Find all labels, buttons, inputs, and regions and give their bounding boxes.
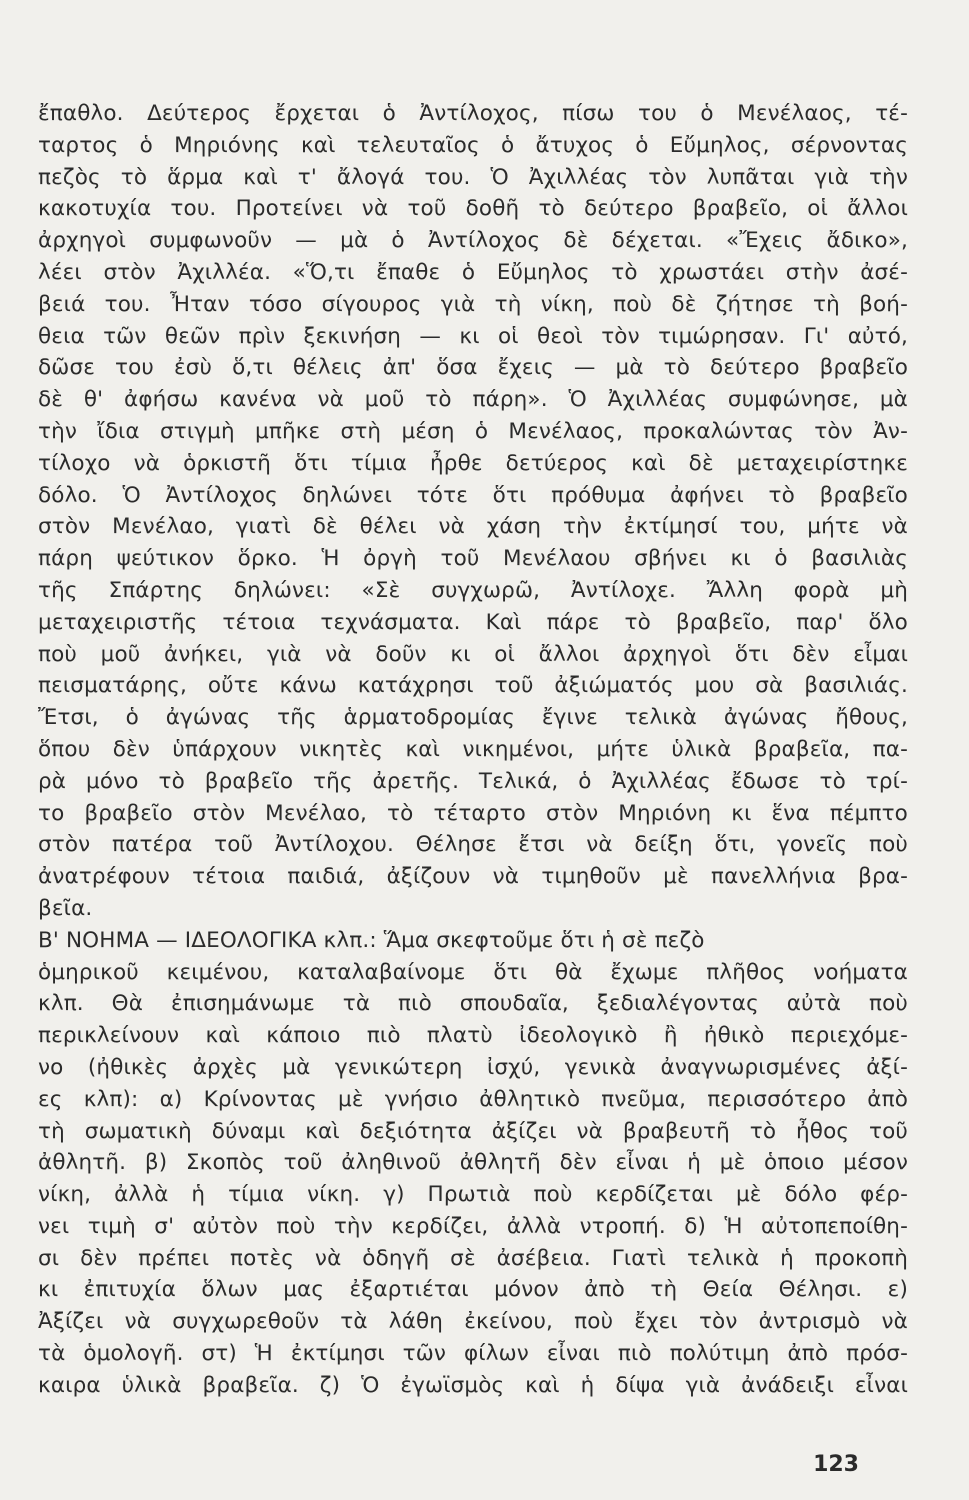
- text-line: τῆς Σπάρτης δηλώνει: «Σὲ συγχωρῶ, Ἀντίλοχε. Ἄλλη φορὰ μὴ: [38, 577, 908, 603]
- text-line: στὸν πατέρα τοῦ Ἀντίλοχου. Θέλησε ἔτσι νὰ δείξη ὅτι, γονεῖς ποὺ: [38, 832, 908, 858]
- text-line: βεῖα.: [38, 895, 93, 921]
- text-line: περικλείνουν καὶ κάποιο πιὸ πλατὺ ἰδεολογικὸ ἢ ἠθικὸ περιεχόμε-: [38, 1023, 908, 1049]
- text-line: ἔπαθλο. Δεύτερος ἔρχεται ὁ Ἀντίλοχος, πίσω του ὁ Μενέλαος, τέ-: [38, 101, 908, 126]
- page-number: 123: [813, 1452, 859, 1477]
- text-line: στὸν Μενέλαο, γιατὶ δὲ θέλει νὰ χάση τὴν ἐκτίμησί του, μήτε νὰ: [38, 514, 908, 540]
- text-line: Β' ΝΟΗΜΑ — ΙΔΕΟΛΟΓΙΚΑ κλπ.: Ἅμα σκεφτοῦμε ὅτι ἡ σὲ πεζὸ: [38, 927, 705, 953]
- text-line: ἀθλητῆ. β) Σκοπὸς τοῦ ἀληθινοῦ ἀθλητῆ δὲν εἶναι ἡ μὲ ὁποιο μέσον: [38, 1150, 908, 1176]
- text-line: καιρα ὑλικὰ βραβεῖα. ζ) Ὁ ἐγωϊσμὸς καὶ ἡ δίψα γιὰ ἀνάδειξι εἶναι: [38, 1372, 908, 1398]
- text-line: δὲ θ' ἀφήσω κανένα νὰ μοῦ τὸ πάρη». Ὁ Ἀχιλλέας συμφώνησε, μὰ: [38, 387, 908, 413]
- text-line: κλπ. Θὰ ἐπισημάνωμε τὰ πιὸ σπουδαῖα, ξεδιαλέγοντας αὐτὰ ποὺ: [38, 991, 908, 1017]
- text-line: νίκη, ἀλλὰ ἡ τίμια νίκη. γ) Πρωτιὰ ποὺ κερδίζεται μὲ δόλο φέρ-: [38, 1182, 908, 1208]
- text-line: ρὰ μόνο τὸ βραβεῖο τῆς ἀρετῆς. Τελικά, ὁ Ἀχιλλέας ἔδωσε τὸ τρί-: [38, 768, 908, 794]
- text-line: ταρτος ὁ Μηριόνης καὶ τελευταῖος ὁ ἄτυχος ὁ Εὔμηλος, σέρνοντας: [38, 132, 908, 158]
- text-line: ἀνατρέφουν τέτοια παιδιά, ἀξίζουν νὰ τιμηθοῦν μὲ πανελλήνια βρα-: [38, 864, 908, 890]
- text-line: βειά του. Ἦταν τόσο σίγουρος γιὰ τὴ νίκη, ποὺ δὲ ζήτησε τὴ βοή-: [38, 291, 908, 317]
- text-line: πάρη ψεύτικον ὅρκο. Ἡ ὀργὴ τοῦ Μενέλαου σβήνει κι ὁ βασιλιὰς: [38, 546, 908, 572]
- text-line: θεια τῶν θεῶν πρὶν ξεκινήση — κι οἱ θεοὶ τὸν τιμώρησαν. Γι' αὐτό,: [38, 323, 908, 349]
- text-line: κακοτυχία του. Προτείνει νὰ τοῦ δοθῆ τὸ δεύτερο βραβεῖο, οἱ ἄλλοι: [38, 196, 908, 222]
- text-line: λέει στὸν Ἀχιλλέα. «Ὅ,τι ἔπαθε ὁ Εὔμηλος τὸ χρωστάει στὴν ἀσέ-: [38, 259, 908, 285]
- text-line: Ἔτσι, ὁ ἀγώνας τῆς ἁρματοδρομίας ἔγινε τελικὰ ἀγώνας ἤθους,: [38, 705, 908, 731]
- text-line: τὴν ἴδια στιγμὴ μπῆκε στὴ μέση ὁ Μενέλαος, προκαλώντας τὸν Ἀν-: [38, 418, 908, 444]
- text-line: ἀρχηγοὶ συμφωνοῦν — μὰ ὁ Ἀντίλοχος δὲ δέχεται. «Ἔχεις ἄδικο»,: [38, 228, 908, 254]
- text-line: νο (ἠθικὲς ἀρχὲς μὰ γενικώτερη ἰσχύ, γενικὰ ἀναγνωρισμένες ἀξί-: [38, 1054, 908, 1080]
- text-line: τὴ σωματικὴ δύναμι καὶ δεξιότητα ἀξίζει νὰ βραβευτῆ τὸ ἦθος τοῦ: [38, 1118, 908, 1144]
- text-line: το βραβεῖο στὸν Μενέλαο, τὸ τέταρτο στὸν Μηριόνη κι ἕνα πέμπτο: [38, 800, 908, 826]
- text-line: δόλο. Ὁ Ἀντίλοχος δηλώνει τότε ὅτι πρόθυμα ἀφήνει τὸ βραβεῖο: [38, 482, 908, 508]
- text-line: τίλοχο νὰ ὁρκιστῆ ὅτι τίμια ἦρθε δετύερος καὶ δὲ μεταχειρίστηκε: [38, 450, 908, 476]
- text-line: πεισματάρης, οὔτε κάνω κατάχρησι τοῦ ἀξιώματός μου σὰ βασιλιάς.: [38, 673, 908, 699]
- text-line: μεταχειριστῆς τέτοια τεχνάσματα. Καὶ πάρε τὸ βραβεῖο, παρ' ὅλο: [38, 609, 908, 635]
- text-line: δῶσε του ἐσὺ ὅ,τι θέλεις ἀπ' ὅσα ἔχεις — μὰ τὸ δεύτερο βραβεῖο: [38, 355, 908, 381]
- body-text: [38, 98, 908, 1402]
- text-line: ποὺ μοῦ ἀνήκει, γιὰ νὰ δοῦν κι οἱ ἄλλοι ἀρχηγοὶ ὅτι δὲν εἶμαι: [38, 641, 908, 667]
- text-line: Ἀξίζει νὰ συγχωρεθοῦν τὰ λάθη ἐκείνου, ποὺ ἔχει τὸν ἀντρισμὸ νὰ: [38, 1309, 908, 1335]
- text-line: νει τιμὴ σ' αὐτὸν ποὺ τὴν κερδίζει, ἀλλὰ ντροπή. δ) Ἡ αὐτοπεποίθη-: [38, 1213, 908, 1239]
- text-line: κι ἐπιτυχία ὅλων μας ἐξαρτιέται μόνον ἀπὸ τὴ Θεία Θέλησι. ε): [38, 1277, 908, 1303]
- text-line: ὅπου δὲν ὑπάρχουν νικητὲς καὶ νικημένοι, μήτε ὑλικὰ βραβεῖα, πα-: [38, 736, 908, 762]
- text-line: πεζὸς τὸ ἅρμα καὶ τ' ἄλογά του. Ὁ Ἀχιλλέας τὸν λυπᾶται γιὰ τὴν: [38, 164, 908, 190]
- text-line: ες κλπ): α) Κρίνοντας μὲ γνήσιο ἀθλητικὸ πνεῦμα, περισσότερο ἀπὸ: [38, 1086, 908, 1112]
- text-line: ὁμηρικοῦ κειμένου, καταλαβαίνομε ὅτι θὰ ἔχωμε πλῆθος νοήματα: [38, 959, 908, 985]
- text-line: τὰ ὁμολογῆ. στ) Ἡ ἐκτίμησι τῶν φίλων εἶναι πιὸ πολύτιμη ἀπὸ πρόσ-: [38, 1341, 908, 1367]
- text-line: σι δὲν πρέπει ποτὲς νὰ ὁδηγῆ σὲ ἀσέβεια. Γιατὶ τελικὰ ἡ προκοπὴ: [38, 1245, 908, 1271]
